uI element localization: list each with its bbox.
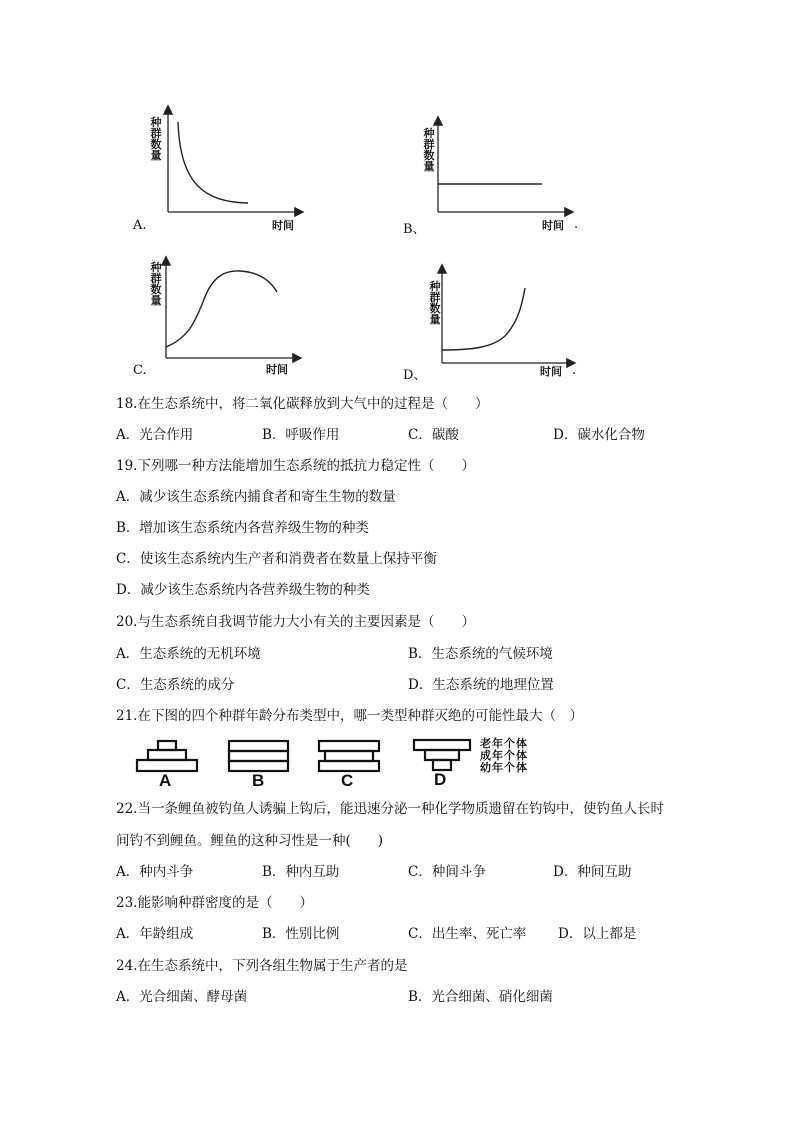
q19-option-b: B．增加该生态系统内各营养级生物的种类 bbox=[116, 520, 369, 536]
legend-old: 老年个体 bbox=[480, 737, 528, 750]
pyramid-c bbox=[319, 741, 379, 771]
graph-b-y-label: 种 群 数 量 bbox=[423, 127, 435, 173]
graph-c-curve bbox=[166, 271, 277, 347]
q22-option-a: A．种内斗争 bbox=[116, 864, 194, 880]
graph-a bbox=[168, 107, 302, 212]
graph-d-curve bbox=[442, 288, 525, 350]
graph-a-curve bbox=[178, 122, 248, 203]
q23-option-d: D．以上都是 bbox=[558, 926, 637, 942]
q20-option-d: D．生态系统的地理位置 bbox=[408, 677, 554, 693]
q18-stem: 18.在生态系统中，将二氧化碳释放到大气中的过程是（ ） bbox=[116, 396, 489, 412]
graph-b-suffix: . bbox=[574, 217, 579, 232]
graph-b-x-label: 时间 bbox=[542, 219, 564, 232]
graph-d-suffix: . bbox=[572, 363, 577, 378]
q22-option-c: C．种间斗争 bbox=[408, 864, 486, 880]
pyramid-a bbox=[137, 741, 197, 771]
graph-a-letter: A. bbox=[133, 218, 147, 233]
pyramid-b bbox=[229, 741, 288, 771]
graph-d-x-label: 时间 bbox=[540, 365, 562, 378]
graph-c-letter: C. bbox=[133, 363, 147, 378]
q23-option-b: B．性别比例 bbox=[262, 926, 340, 942]
q20-stem: 20.与生态系统自我调节能力大小有关的主要因素是（ ） bbox=[116, 614, 475, 630]
q18-option-d: D．碳水化合物 bbox=[553, 427, 645, 443]
legend-adult: 成年个体 bbox=[480, 749, 528, 762]
graph-c bbox=[166, 258, 300, 358]
pyramid-b-label: B bbox=[252, 771, 265, 790]
q23-stem: 23.能影响种群密度的是（ ） bbox=[116, 895, 313, 911]
graph-d-y-label: 种 群 数 量 bbox=[429, 280, 441, 326]
q19-option-a: A．减少该生态系统内捕食者和寄生生物的数量 bbox=[116, 489, 396, 505]
graph-b bbox=[438, 118, 572, 212]
q18-option-a: A．光合作用 bbox=[116, 427, 194, 443]
q24-option-a: A．光合细菌、酵母菌 bbox=[116, 989, 248, 1005]
q18-option-c: C．碳酸 bbox=[408, 427, 459, 443]
q19-stem: 19.下列哪一种方法能增加生态系统的抵抗力稳定性（ ） bbox=[116, 458, 475, 474]
pyramid-legend bbox=[480, 738, 528, 774]
q19-option-c: C．使该生态系统内生产者和消费者在数量上保持平衡 bbox=[116, 551, 437, 567]
pyramid-a-label: A bbox=[159, 771, 172, 790]
pyramid-c-label: C bbox=[341, 771, 354, 790]
q20-option-b: B．生态系统的气候环境 bbox=[408, 646, 553, 662]
legend-young: 幼年个体 bbox=[480, 761, 528, 774]
q22-stem-line2: 间钓不到鲤鱼。鲤鱼的这种习性是一种( ) bbox=[116, 833, 384, 849]
q22-option-b: B．种内互助 bbox=[262, 864, 340, 880]
q23-option-c: C．出生率、死亡率 bbox=[408, 926, 527, 942]
population-graphs bbox=[0, 0, 794, 400]
q21-stem: 21.在下图的四个种群年龄分布类型中，哪一类型种群灭绝的可能性最大（ ） bbox=[116, 708, 583, 724]
graph-c-y-label: 种 群 数 量 bbox=[150, 261, 162, 307]
graph-c-x-label: 时间 bbox=[266, 363, 288, 376]
q24-option-b: B．光合细菌、硝化细菌 bbox=[408, 989, 553, 1005]
q19-option-d: D．减少该生态系统内各营养级生物的种类 bbox=[116, 582, 370, 598]
graph-a-y-label: 种 群 数 量 bbox=[150, 116, 162, 162]
q20-option-a: A．生态系统的无机环境 bbox=[116, 646, 261, 662]
graph-b-letter: B、 bbox=[403, 222, 426, 237]
q24-stem: 24.在生态系统中，下列各组生物属于生产者的是 bbox=[116, 958, 408, 974]
q18-option-b: B．呼吸作用 bbox=[262, 427, 340, 443]
pyramid-d-label: D bbox=[434, 770, 447, 789]
q22-option-d: D．种间互助 bbox=[553, 864, 632, 880]
graph-a-x-label: 时间 bbox=[272, 219, 294, 232]
q23-option-a: A．年龄组成 bbox=[116, 926, 194, 942]
pyramid-d bbox=[414, 740, 470, 770]
graph-d bbox=[442, 266, 574, 363]
graph-d-letter: D、 bbox=[403, 368, 427, 383]
q20-option-c: C．生态系统的成分 bbox=[116, 677, 235, 693]
q22-stem-line1: 22.当一条鲤鱼被钓鱼人诱骗上钩后，能迅速分泌一种化学物质遗留在钓钩中，使钓鱼人长时 bbox=[116, 801, 664, 817]
